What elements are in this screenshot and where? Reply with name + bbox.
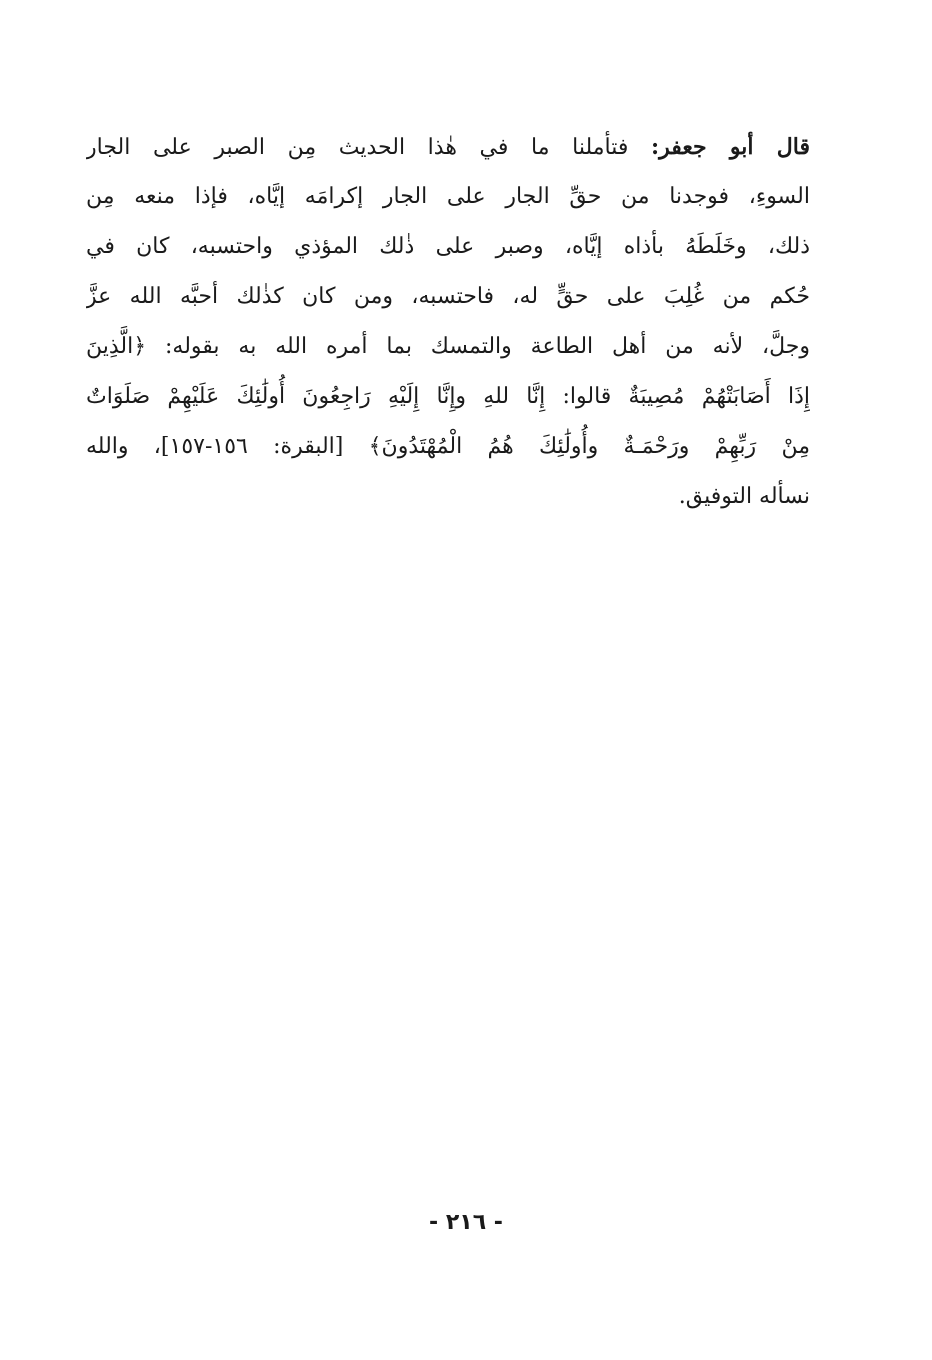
text-line-1 [86,122,810,172]
text-line-4: حُكم من غُلِبَ على حقٍّ له، فاحتسبه، ومن كان كذٰلك أحبَّه الله عزَّ [86,284,810,309]
text-line-5: وجلَّ، لأنه من أهل الطاعة والتمسك بما أمره الله به بقوله: ﴿الَّذِينَ [86,334,810,359]
text-line-3: ذلك، وخَلَطَهُ بأذاه إيَّاه، وصبر على ذٰلك المؤذي واحتسبه، كان في [86,234,810,259]
body-paragraph [86,122,810,522]
text-line-8: نسأله التوفيق. [678,484,810,509]
page-number: - ٢١٦ - [429,1210,503,1235]
text-line-6: إِذَا أَصَابَتْهُمْ مُصِيبَةٌ قالوا: إِنَّا للهِ وإِنَّا إِلَيْهِ رَاجِعُونَ أُولَٰئِكَ عَلَيْهِمْ صَلَوَاتٌ [86,384,810,409]
text-line-2: السوءِ، فوجدنا من حقِّ الجار على الجار إكرامَه إيَّاه، فإذا منعه مِن [86,184,810,209]
text-line-7: مِنْ رَبِّهِمْ ورَحْمَـةٌ وأُولَٰئِكَ هُمُ الْمُهْتَدُونَ﴾ [البقرة: ١٥٦-١٥٧]، والله [86,434,810,459]
text-line-1-body: فتأملنا ما في هٰذا الحديث مِن الصبر على الجار [86,135,629,160]
speaker-label: قال أبو جعفر: [651,134,810,160]
